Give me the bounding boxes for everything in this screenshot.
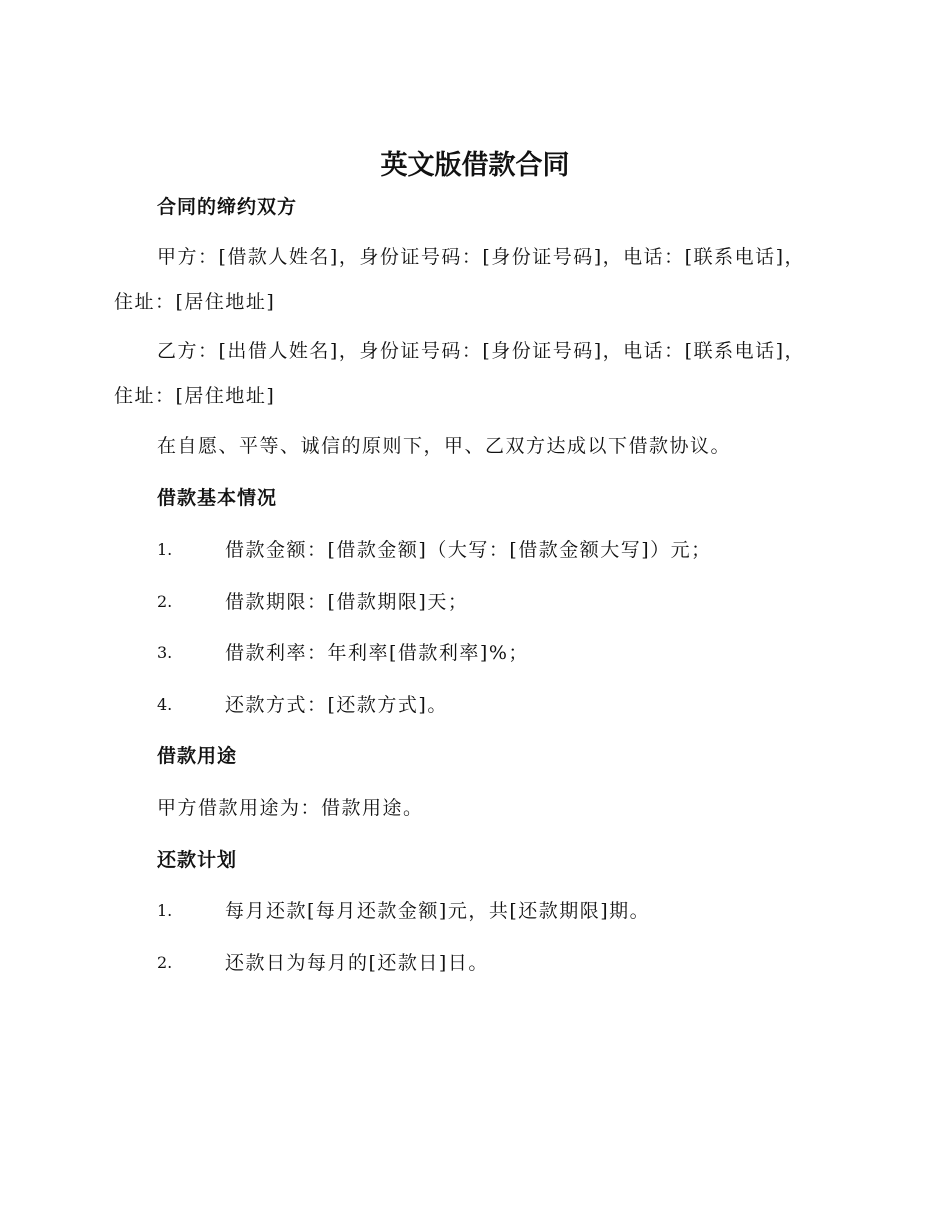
list-item-text: 还款日为每月的[还款日]日。 [225, 952, 489, 974]
purpose-text: 甲方借款用途为：借款用途。 [157, 797, 424, 819]
agreement-statement: 在自愿、平等、诚信的原则下，甲、乙双方达成以下借款协议。 [157, 435, 732, 457]
section-heading-purpose: 借款用途 [157, 745, 238, 767]
section-heading-parties: 合同的缔约双方 [157, 196, 298, 218]
list-item-text: 每月还款[每月还款金额]元，共[还款期限]期。 [225, 900, 651, 922]
list-item-number: 2. [157, 953, 173, 972]
list-item-number: 2. [157, 592, 173, 611]
section-heading-repayment: 还款计划 [157, 849, 238, 871]
party-a-paragraph: 甲方：[借款人姓名]，身份证号码：[身份证号码]，电话：[联系电话]，住址：[居住地址] [114, 246, 805, 313]
list-item-number: 3. [157, 643, 173, 662]
list-item-number: 1. [157, 540, 173, 559]
list-item-text: 还款方式：[还款方式]。 [225, 694, 448, 716]
section-heading-basics: 借款基本情况 [157, 487, 278, 509]
list-item-text: 借款利率：年利率[借款利率]%； [225, 642, 529, 664]
list-item-text: 借款金额：[借款金额]（大写：[借款金额大写]）元； [225, 539, 712, 561]
list-item-text: 借款期限：[借款期限]天； [225, 591, 469, 613]
list-item-number: 1. [157, 901, 173, 920]
list-item-number: 4. [157, 695, 173, 714]
party-b-paragraph: 乙方：[出借人姓名]，身份证号码：[身份证号码]，电话：[联系电话]，住址：[居住地址] [114, 340, 805, 407]
document-title: 英文版借款合同 [380, 150, 570, 181]
